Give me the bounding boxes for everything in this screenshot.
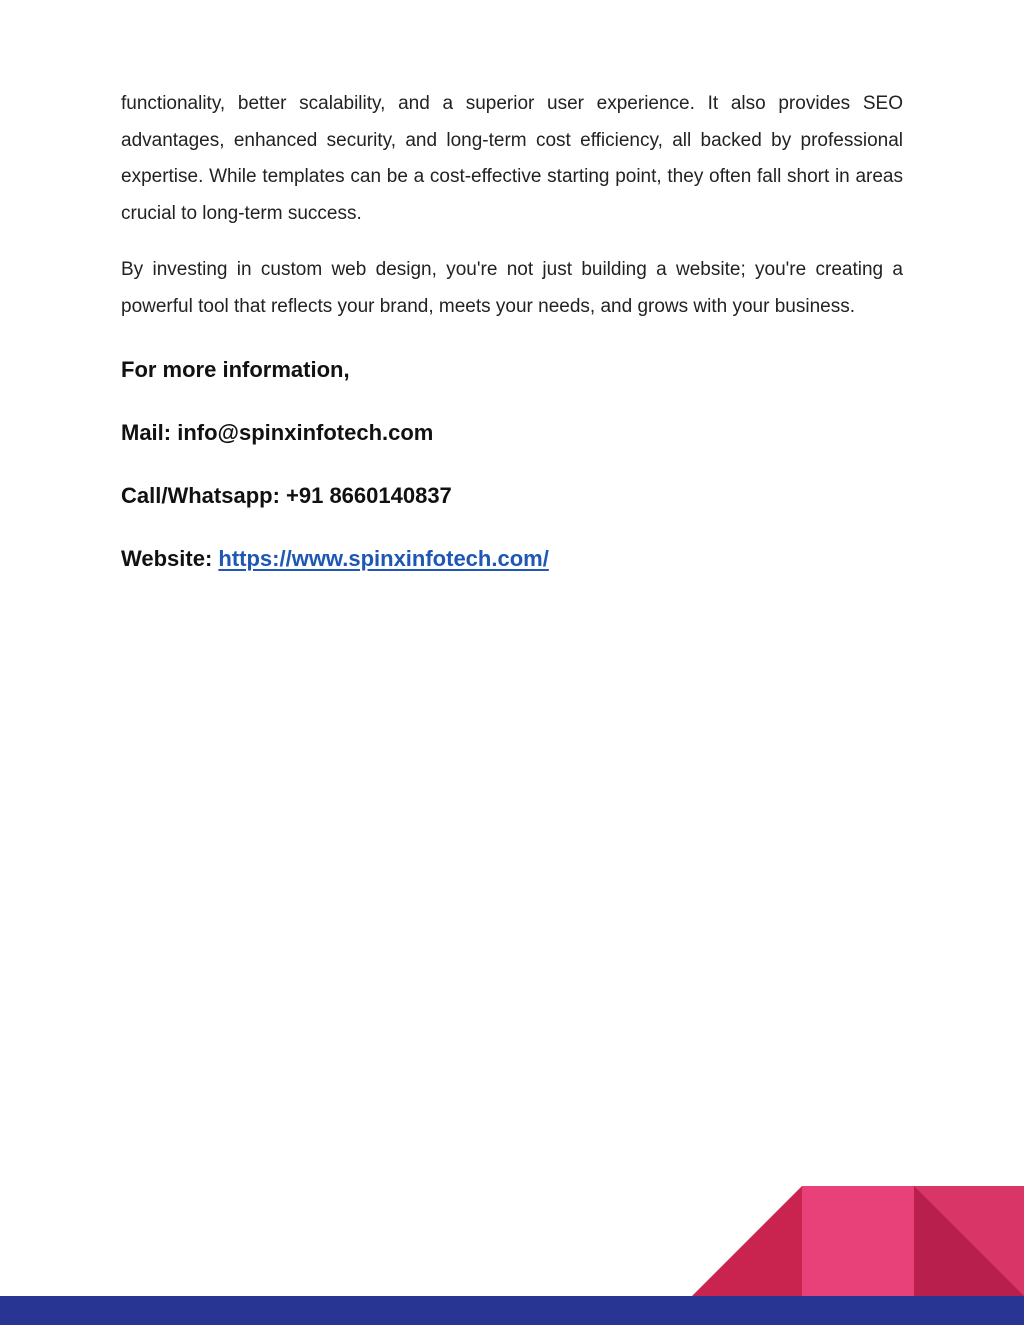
page-content bbox=[121, 86, 903, 574]
body-paragraph-2: By investing in custom web design, you're not just building a website; you're creating a powerful tool that reflects your brand, meets your needs, and grows with your business. bbox=[121, 259, 903, 317]
contact-mail: Mail: info@spinxinfotech.com bbox=[121, 420, 434, 445]
footer-bar bbox=[0, 1296, 1024, 1325]
footer-accent-triangle bbox=[692, 1186, 802, 1296]
footer-accent-shade bbox=[914, 1186, 1024, 1296]
footer-accent-block bbox=[802, 1186, 914, 1296]
footer-accent-block-right bbox=[914, 1186, 1024, 1296]
contact-website bbox=[121, 544, 903, 574]
website-label: Website: bbox=[121, 546, 219, 571]
body-paragraph-1: functionality, better scalability, and a superior user experience. It also provides SEO advantages, enhanced security, and long-term cost efficiency, all backed by professional expertise. While templates can be a cost-effective starting point, they often fall short in areas crucial to long-term success. bbox=[121, 93, 903, 224]
contact-call: Call/Whatsapp: +91 8660140837 bbox=[121, 483, 452, 508]
contact-heading: For more information, bbox=[121, 357, 350, 382]
website-link[interactable]: https://www.spinxinfotech.com/ bbox=[218, 546, 549, 571]
